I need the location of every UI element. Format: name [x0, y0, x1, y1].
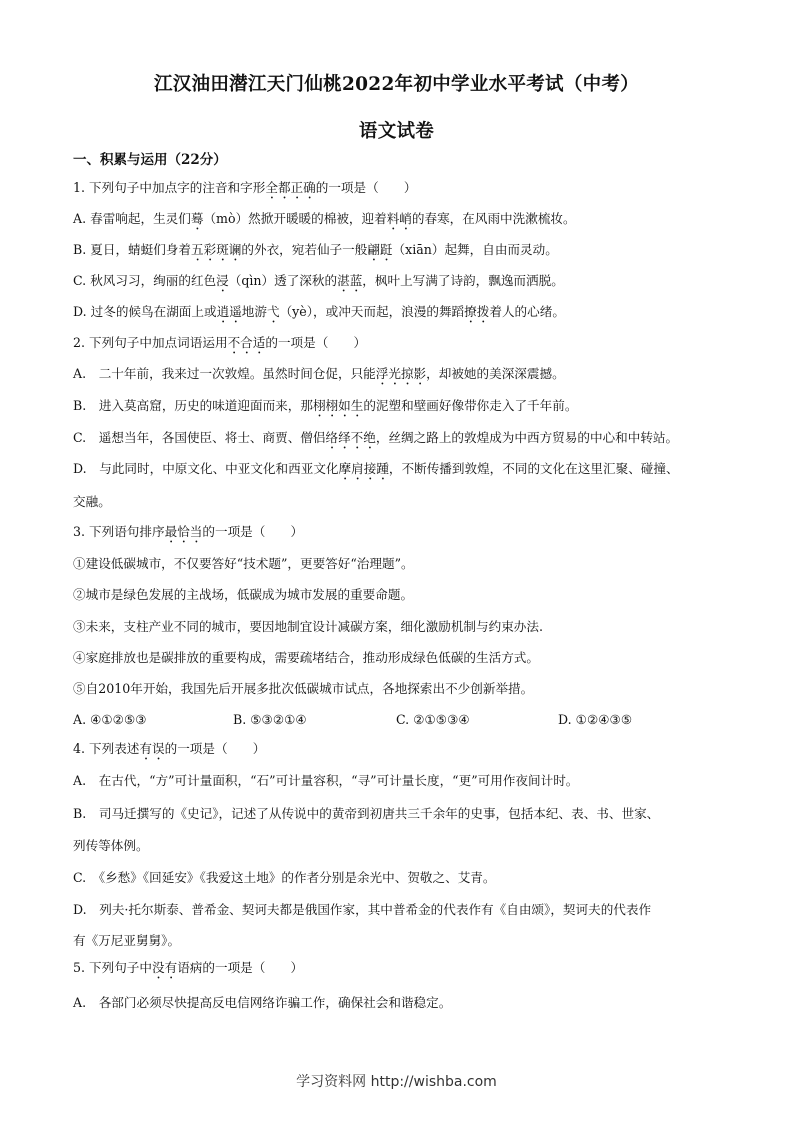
question-4-option-d-cont: 有《万尼亚舅舅》。: [73, 933, 181, 948]
question-2-option-d: D. 与此同时，中原文化、中亚文化和西亚文化摩肩接踵，不断传播到敦煌，不同的文化在这里汇聚、碰撞、: [73, 461, 679, 476]
question-3-stem: 3. 下列语句排序最恰当的一项是（ ）: [73, 524, 304, 539]
question-3-option-b: B. ⑤③②①④: [233, 712, 307, 727]
question-3-option-c: C. ②①⑤③④: [396, 712, 470, 727]
question-4-option-b-cont: 列传等体例。: [73, 838, 149, 853]
sentence-2: ②城市是绿色发展的主战场，低碳成为城市发展的重要命题。: [73, 587, 414, 602]
question-1-option-a: A. 春雷响起，生灵们蓦（mò）然掀开暖暖的棉被，迎着料峭的春寒，在风雨中洗漱梳妆。: [73, 211, 576, 226]
question-2-option-b: B. 进入莫高窟，历史的味道迎面而来，那栩栩如生的泥塑和壁画好像带你走入了千年前。: [73, 398, 578, 413]
question-1-stem: 1. 下列句子中加点字的注音和字形全都正确的一项是（ ）: [73, 180, 417, 195]
question-4-option-a: A. 在古代，“方”可计量面积，“石”可计量容积，“寻”可计量长度，“更”可用作夜间计时。: [73, 773, 579, 788]
question-4-stem: 4. 下列表述有误的一项是（ ）: [73, 741, 266, 756]
question-5-stem: 5. 下列句子中没有语病的一项是（ ）: [73, 960, 304, 975]
question-2-option-a: A. 二十年前，我来过一次敦煌。虽然时间仓促，只能浮光掠影，却被她的美深深震撼。: [73, 366, 565, 381]
section-heading: 一、积累与运用（22分）: [73, 152, 227, 168]
sentence-4: ④家庭排放也是碳排放的重要构成，需要疏堵结合，推动形成绿色低碳的生活方式。: [73, 650, 539, 665]
exam-subtitle: 语文试卷: [358, 121, 435, 142]
sentence-3: ③未来，支柱产业不同的城市，要因地制宜设计减碳方案，细化激励机制与约束办法.: [73, 619, 543, 634]
question-1-option-b: B. 夏日，蜻蜓们身着五彩斑谰的外衣，宛若仙子一般翩跹（xiān）起舞，自由而灵动。: [73, 242, 558, 257]
question-2-option-d-cont: 交融。: [73, 494, 111, 509]
question-2-stem: 2. 下列句子中加点词语运用不合适的一项是（ ）: [73, 335, 367, 350]
sentence-5: ⑤自2010年开始，我国先后开展多批次低碳城市试点，各地探索出不少创新举措。: [73, 681, 534, 696]
question-3-option-a: A. ④①②⑤③: [73, 712, 147, 727]
question-4-option-d: D. 列夫·托尔斯泰、普希金、契诃夫都是俄国作家，其中普希金的代表作有《自由颂》，契诃夫的代表作: [73, 902, 652, 917]
footer-watermark: 学习资料网 http://wishba.com: [296, 1074, 497, 1090]
sentence-1: ①建设低碳城市，不仅要答好“技术题”，更要答好“治理题”。: [73, 556, 414, 571]
question-4-option-b: B. 司马迁撰写的《史记》，记述了从传说中的黄帝到初唐共三千余年的史事，包括本纪、表、书、世家、: [73, 806, 660, 821]
question-3-option-d: D. ①②④③⑤: [558, 712, 633, 727]
question-1-option-d: D. 过冬的候鸟在湖面上或逍遥地游弋（yè），或冲天而起，浪漫的舞蹈撩拨着人的心绪。: [73, 304, 565, 319]
question-5-option-a: A. 各部门必须尽快提高反电信网络诈骗工作，确保社会和谐稳定。: [73, 995, 452, 1010]
question-1-option-c: C. 秋风习习，绚丽的红色浸（qìn）透了深秋的湛蓝，枫叶上写满了诗韵，飘逸而洒脱。: [73, 273, 564, 288]
question-4-option-c: C. 《乡愁》《回延安》《我爱这土地》的作者分别是余光中、贺敬之、艾青。: [73, 870, 496, 885]
exam-title: 江汉油田潜江天门仙桃2022年初中学业水平考试（中考）: [153, 74, 640, 95]
question-2-option-c: C. 遥想当年，各国使臣、将士、商贾、僧侣络绎不绝，丝绸之路上的敦煌成为中西方贸易的中心和中转站。: [73, 430, 679, 445]
